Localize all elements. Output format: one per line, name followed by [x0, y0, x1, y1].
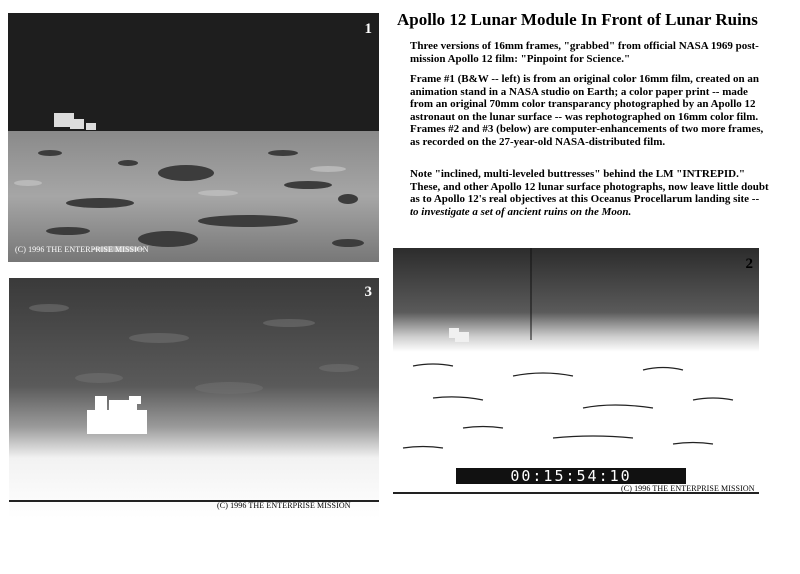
frame-2-photo	[393, 248, 759, 495]
frame-1-photo	[8, 13, 379, 262]
frame-3-photo	[9, 278, 379, 518]
film-timecode: 00:15:54:10	[456, 468, 686, 484]
frame-3-number: 3	[364, 284, 372, 300]
frame-2-credit: (C) 1996 THE ENTERPRISE MISSION	[621, 484, 755, 493]
frame-2-number: 2	[745, 256, 753, 272]
buttress-note-emphasis: to investigate a set of ancient ruins on the Moon.	[410, 205, 632, 218]
frame-description-paragraph: Frame #1 (B&W -- left) is from an original color 16mm film, created on an animation stand in a NASA studio on Earth; a color paper print -- made from an original 70mm color transparancy photographed by an Apollo 12 astronaut on the lunar surface -- was rephotographed on 16mm color film. Frames #2 and #3 (below) are computer-enhancements of two more frames, as recorded on the 27-year-old NASA-distributed film.	[410, 73, 764, 148]
lunar-surface-image-2	[393, 248, 759, 495]
lunar-surface-image-1	[8, 13, 379, 262]
frame-1-credit: (C) 1996 THE ENTERPRISE MISSION	[15, 245, 149, 254]
page-title: Apollo 12 Lunar Module In Front of Lunar Ruins	[397, 10, 758, 29]
intro-paragraph: Three versions of 16mm frames, "grabbed" from official NASA 1969 post-mission Apollo 12 film: "Pinpoint for Science."	[410, 40, 759, 65]
buttress-note-text: Note "inclined, multi-leveled buttresses" behind the LM "INTREPID." These, and other Apollo 12 lunar surface photographs, now leave little doubt as to Apollo 12's real objectives at this Oceanus Procellarum landing site --	[410, 168, 769, 206]
lunar-surface-image-3	[9, 278, 379, 518]
frame-3-credit: (C) 1996 THE ENTERPRISE MISSION	[217, 501, 351, 510]
frame-1-number: 1	[364, 21, 372, 37]
buttress-note-paragraph	[410, 168, 770, 218]
